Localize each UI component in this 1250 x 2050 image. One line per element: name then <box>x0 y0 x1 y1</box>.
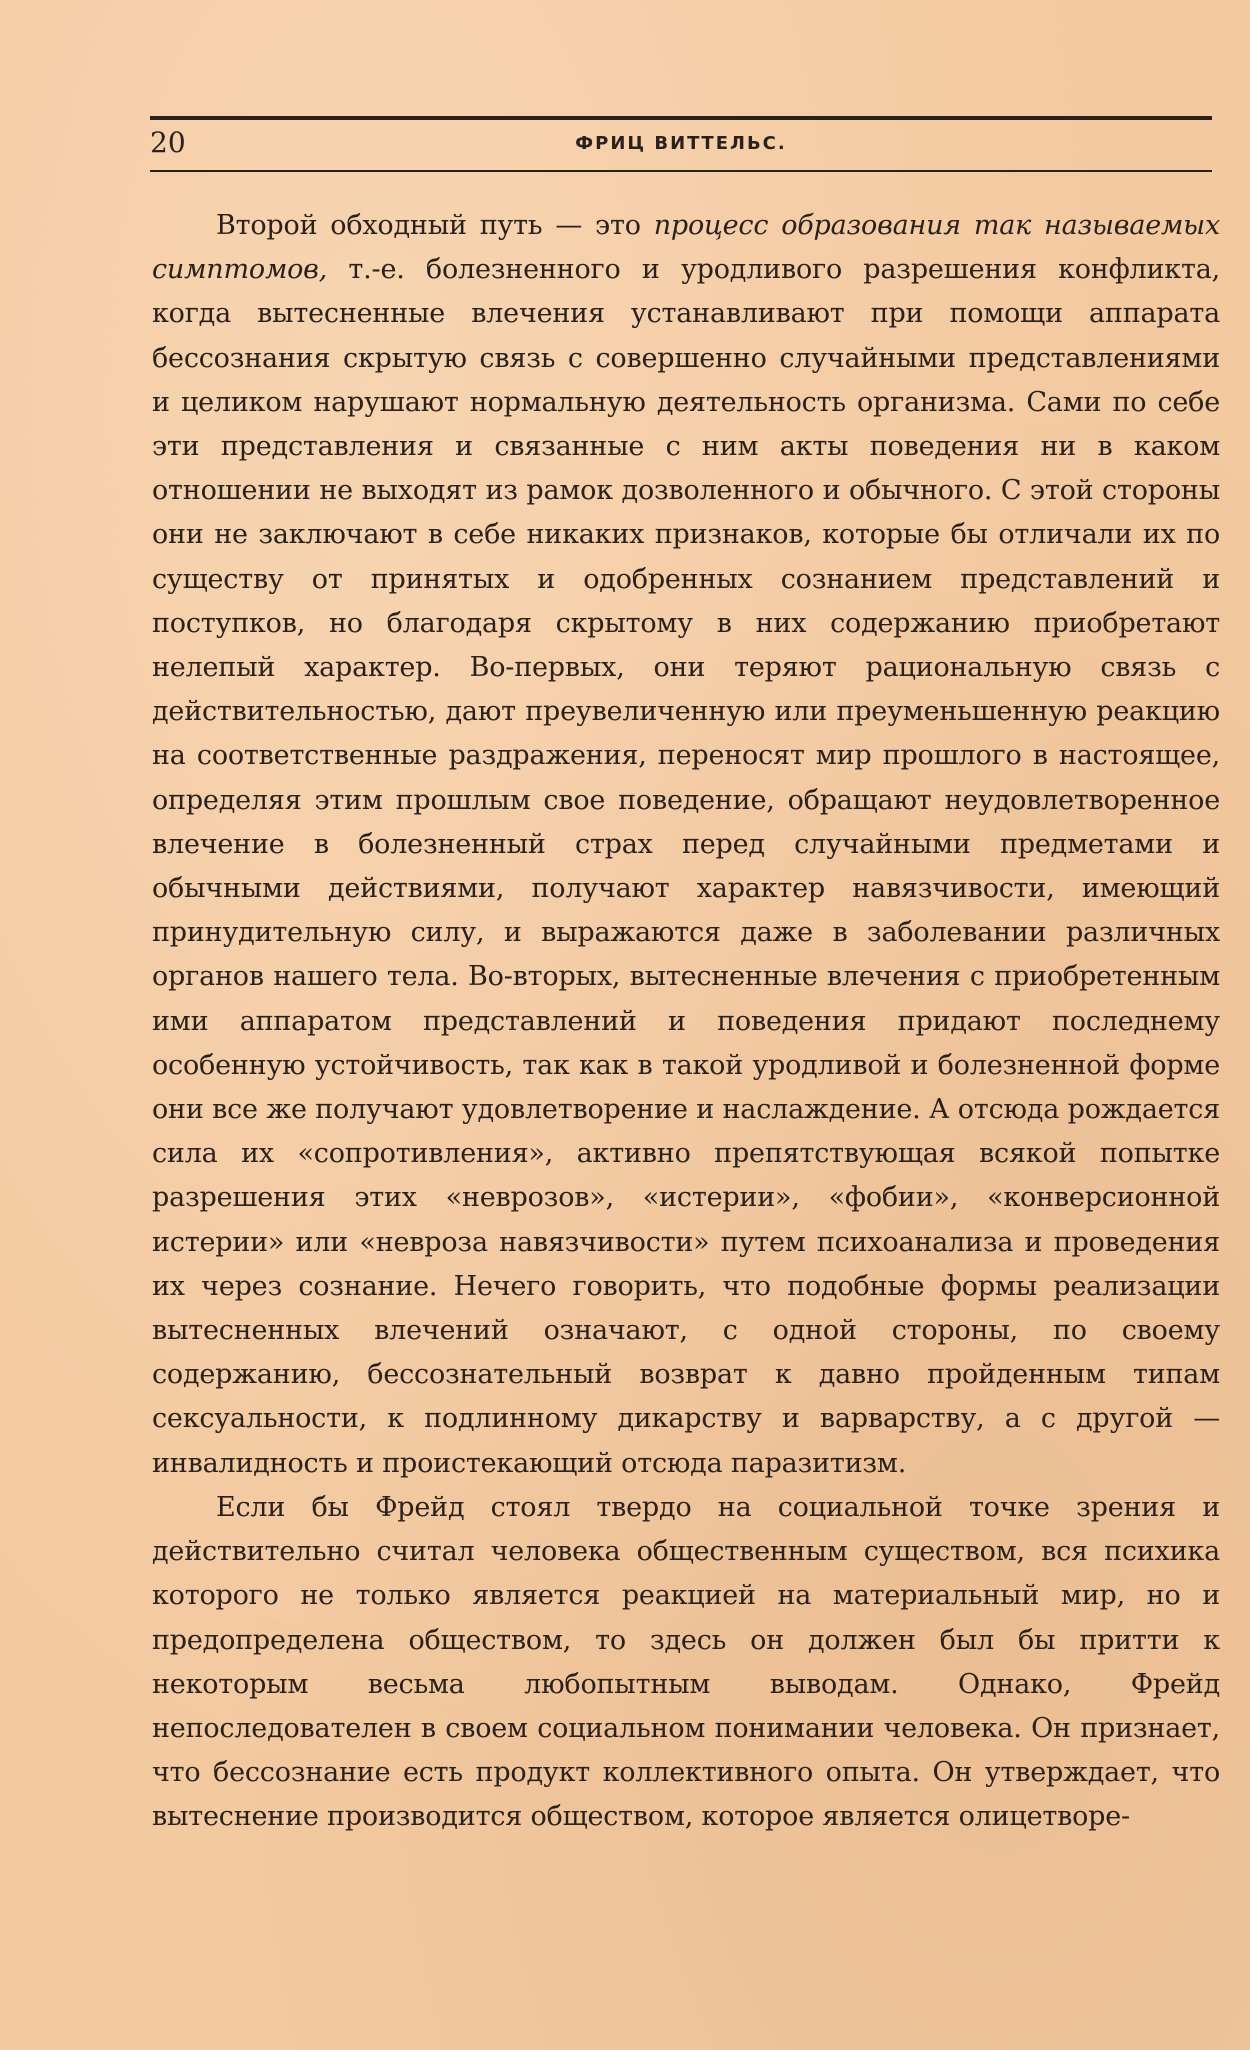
paragraph-1-lead: Второй обходный путь — это <box>216 210 654 241</box>
running-title: ФРИЦ ВИТТЕЛЬС. <box>575 133 787 154</box>
paragraph-2: Если бы Фрейд стоял твердо на социальной точке зрения и действительно считал человека общественным существом, вся психика которого не только является реакцией на материальный мир, но и предопределена обществом, то здесь он должен был бы притти к некоторым весьма любопытным выводам. Однако, Фрейд непоследователен в своем социальном понимании человека. Он признает, что бессознание есть продукт коллективного опыта. Он утверждает, что вытеснение производится обществом, которое является олицетворе- <box>152 1491 1220 1833</box>
running-head <box>150 126 1212 166</box>
paragraph-1-italic-term: процесс образования так называемых симптомов, <box>152 210 1220 286</box>
paragraph-1 <box>152 204 1220 1486</box>
page-number: 20 <box>150 126 186 159</box>
paragraph-1-rest: т.-е. болезненного и уродливого разрешения конфликта, когда вытесненные влечения устанавливают при помощи аппарата бессознания скрытую связь с совершенно случайными представлениями и целиком нарушают нормальную деятельность организма. Сами по себе эти представления и связанные с ним акты поведения ни в каком отношении не выходят из рамок дозволенного и обычного. С этой стороны они не заключают в себе никаких признаков, которые бы отличали их по существу от принятых и одобренных сознанием представлений и поступков, но благодаря скрытому в них содержанию приобретают нелепый характер. Во-первых, они теряют рациональную связь с действительностью, дают преувеличенную или преуменьшенную реакцию на соответственные раздражения, переносят мир прошлого в настоящее, определяя этим прошлым свое поведение, обращают неудовлетворенное влечение в болезненный страх перед случайными предметами и обычными действиями, получают характер навязчивости, имеющий принудительную силу, и выражаются даже в заболевании различных органов нашего тела. Во-вторых, вытесненные влечения с приобретенным ими аппаратом представлений и поведения придают последнему особенную устойчивость, так как в такой уродливой и болезненной форме они все же получают удовлетворение и наслаждение. А отсюда рождается сила их «сопротивления», активно препятствующая всякой попытке разрешения этих «неврозов», «истерии», «фобии», «конверсионной истерии» или «невроза навязчивости» путем психоанализа и проведения их через сознание. Нечего говорить, что подобные формы реализации вытесненных влечений означают, с одной стороны, по своему содержанию, бессознательный возврат к давно пройденным типам сексуальности, к подлинному дикарству и варварству, а с другой — инвалидность и проистекающий отсюда паразитизм. <box>152 254 1220 1479</box>
header-bottom-rule <box>150 170 1212 172</box>
header-top-rule <box>150 116 1212 120</box>
body-text <box>152 204 1220 1840</box>
